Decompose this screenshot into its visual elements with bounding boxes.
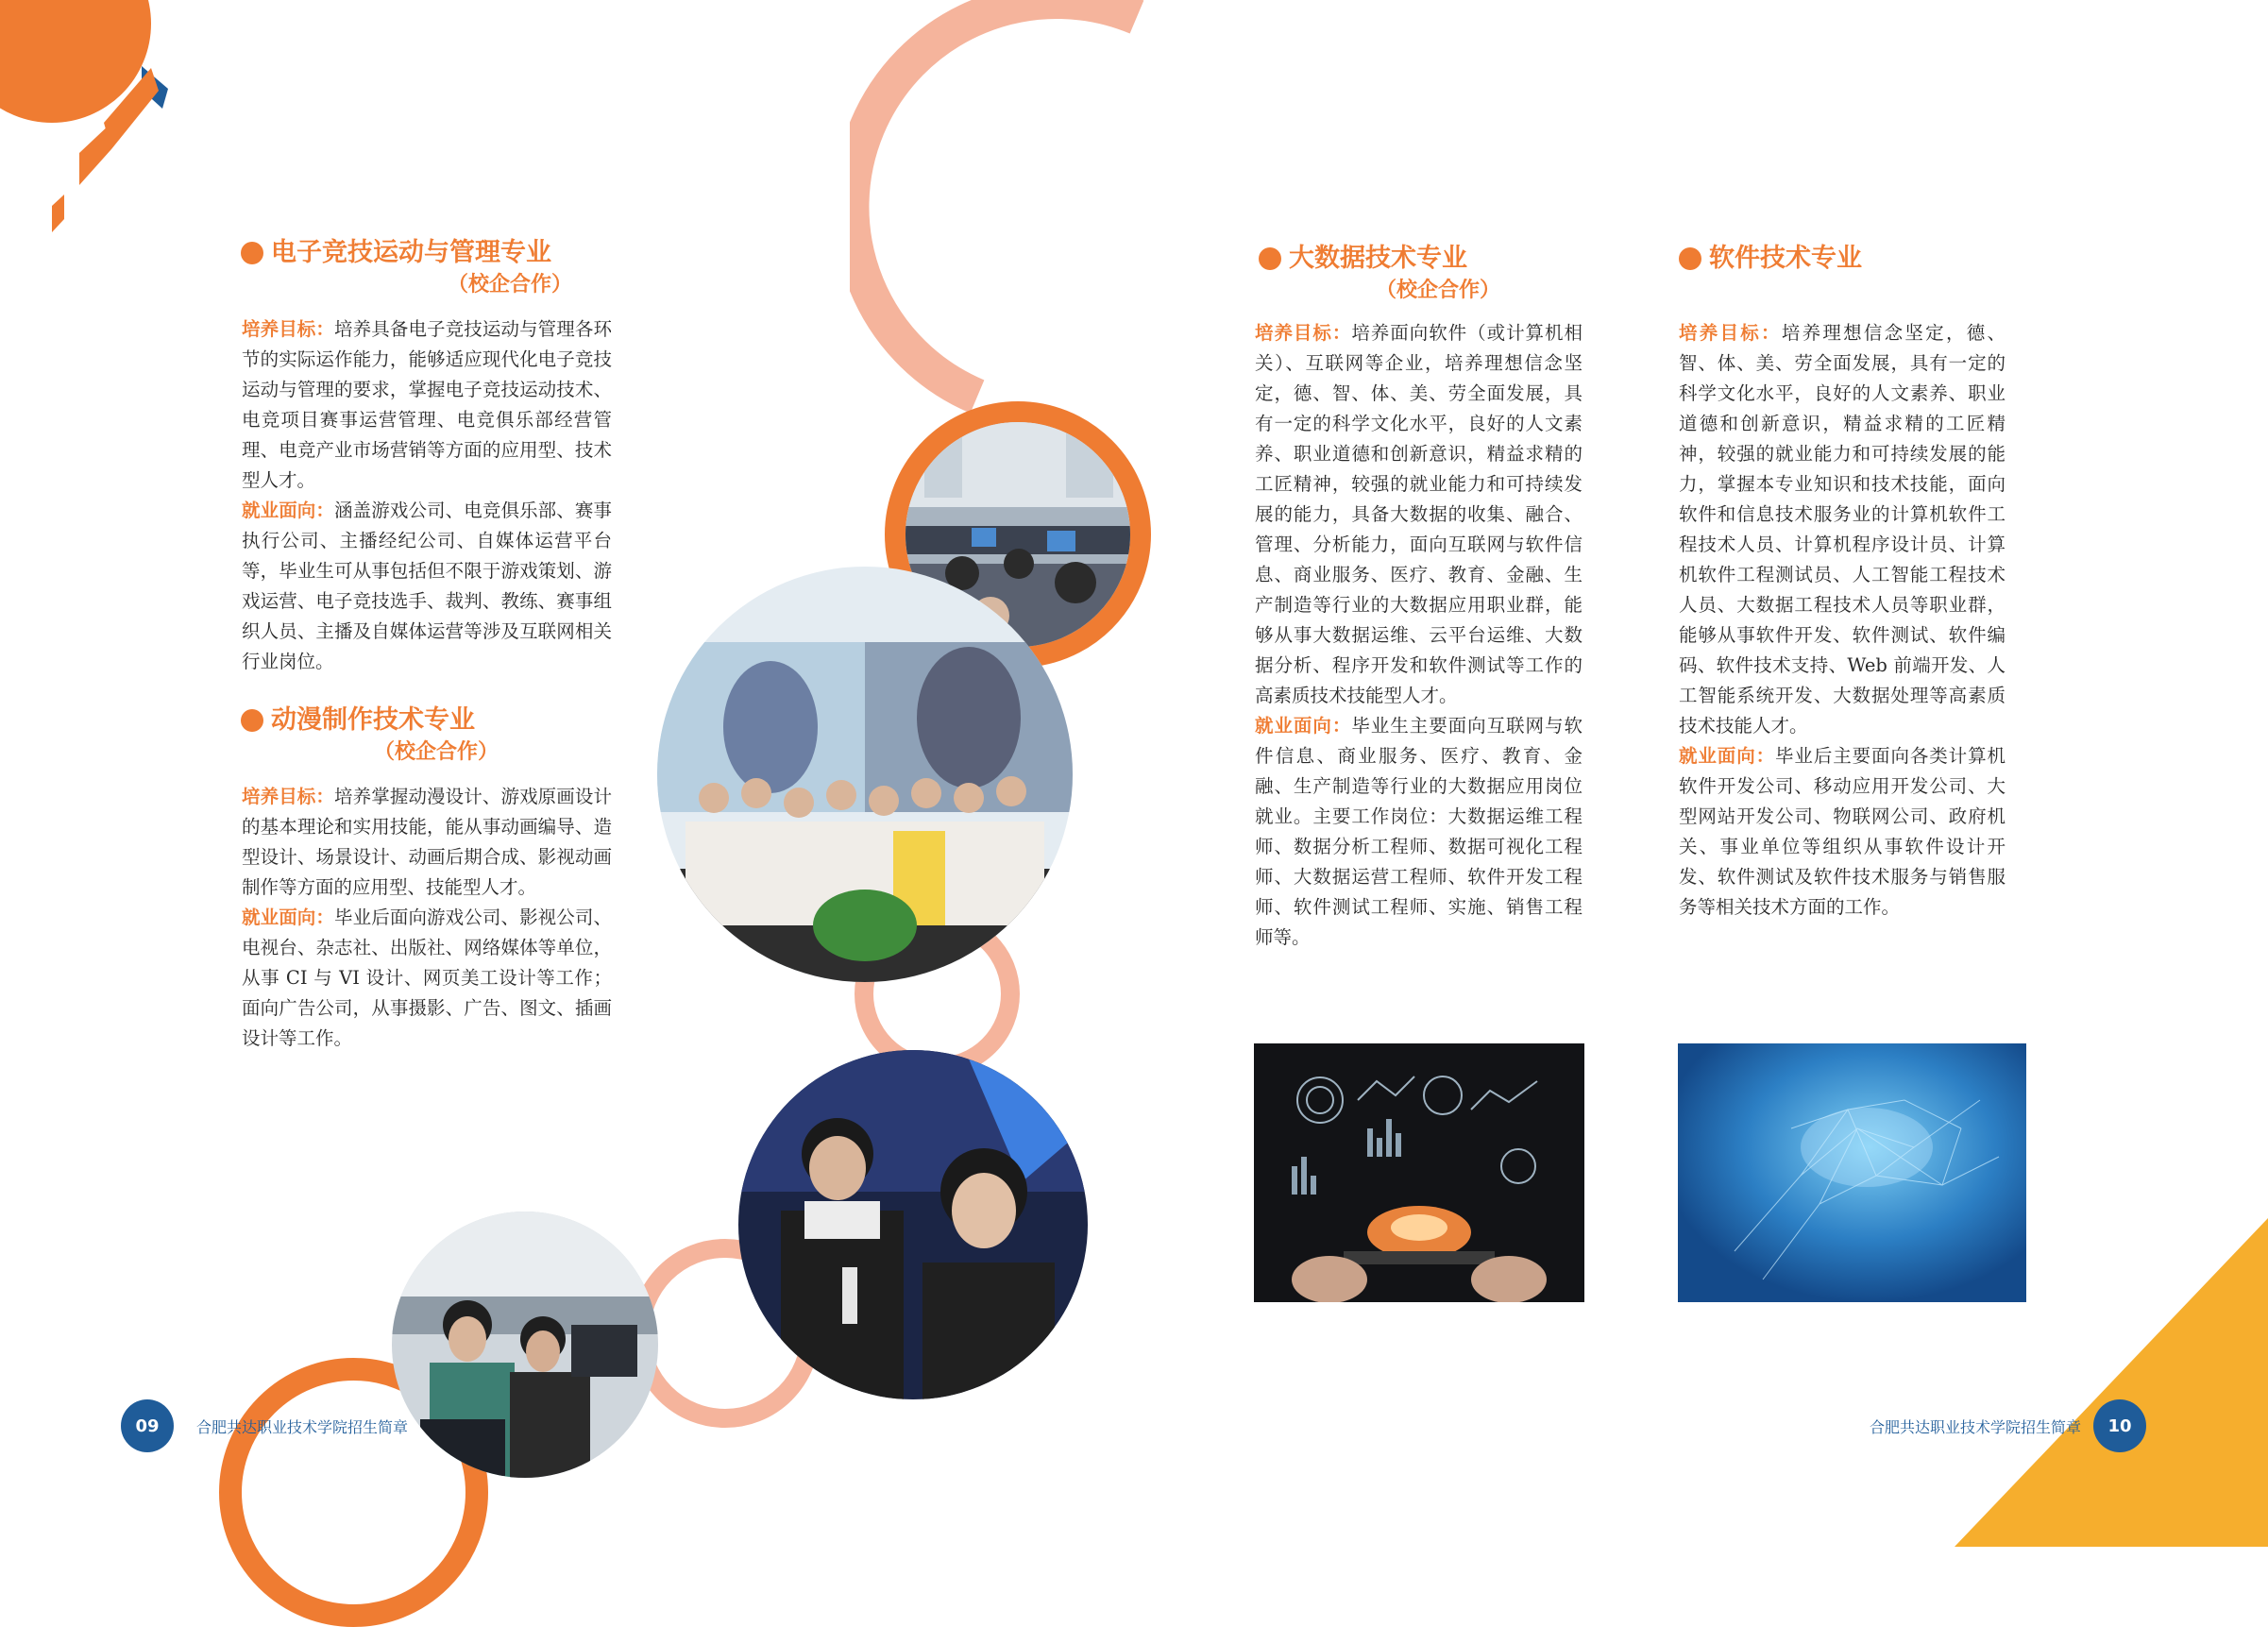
- goal-label: 培养目标：: [1255, 322, 1352, 344]
- goal-label: 培养目标：: [242, 318, 335, 340]
- section-subtitle: （校企合作）: [1376, 279, 1501, 302]
- goal-text: 培养具备电子竞技运动与管理各环节的实际运作能力，能够适应现代化电子竞技运动与管理的要求，掌握电子竞技运动技术、电竞项目赛事运营管理、电竞俱乐部经营管理、电竞产业市场营销等方面的应用型、技术型人才。: [242, 318, 612, 491]
- major-section-software: [1679, 242, 2006, 923]
- section-goal: [242, 782, 612, 903]
- page-number-left: 09: [121, 1399, 174, 1452]
- bullet-dot-icon: [1679, 247, 1701, 270]
- section-goal: [1255, 318, 1583, 711]
- goal-text: 培养掌握动漫设计、游戏原画设计的基本理论和实用技能，能从事动画编导、造型设计、场景设计、动画后期合成、影视动画制作等方面的应用型、技能型人才。: [242, 786, 612, 898]
- section-goal: [242, 314, 612, 496]
- goal-label: 培养目标：: [1679, 322, 1782, 344]
- bullet-dot-icon: [241, 709, 263, 732]
- goal-text: 培养面向软件（或计算机相关）、互联网等企业，培养理想信念坚定，德、智、体、美、劳全面发展，具有一定的科学文化水平，良好的人文素养、职业道德和创新意识，精益求精的工匠精神，较强的就业能力和可持续发展的能力，具备大数据的收集、融合、管理、分析能力，面向互联网与软件信息、商业服务、医疗、教育、金融、生产制造等行业的大数据应用职业群，能够从事大数据运维、云平台运维、大数据分析、程序开发和软件测试等工作的高素质技术技能型人才。: [1255, 322, 1583, 706]
- section-goal: [1679, 318, 2006, 741]
- brochure-footer-left: 合肥共达职业技术学院招生简章: [196, 1418, 409, 1436]
- page-number-right: 10: [2093, 1399, 2146, 1452]
- section-title-text: 大数据技术专业: [1289, 244, 1467, 273]
- data-visualization-photo: [1254, 1043, 1584, 1302]
- section-title-text: 动漫制作技术专业: [271, 705, 475, 735]
- goal-text: 培养理想信念坚定，德、智、体、美、劳全面发展，具有一定的科学文化水平，良好的人文素养、职业道德和创新意识，精益求精的工匠精神，较强的就业能力和可持续发展的能力，掌握本专业知识和技术技能，面向软件和信息技术服务业的计算机软件工程技术人员、计算机程序设计员、计算机软件工程测试员、人工智能工程技术人员、大数据工程技术人员等职业群，能够从事软件开发、软件测试、软件编码、软件技术支持、Web 前端开发、人工智能系统开发、大数据处理等高素质技术技能人才。: [1679, 322, 2006, 737]
- brochure-footer-right: 合肥共达职业技术学院招生简章: [1870, 1418, 2082, 1436]
- section-title: [1679, 242, 2006, 276]
- career-label: 就业面向：: [1679, 745, 1776, 767]
- section-title: [241, 236, 612, 270]
- group-photo: [657, 567, 1073, 982]
- section-career: [1679, 741, 2006, 923]
- section-subtitle: （校企合作）: [374, 740, 499, 764]
- section-title: [241, 703, 612, 737]
- career-text: 毕业后面向游戏公司、影视公司、电视台、杂志社、出版社、网络媒体等单位，从事 CI 与 VI 设计、网页美工设计等工作；面向广告公司，从事摄影、广告、图文、插画设计等工作。: [242, 907, 612, 1049]
- major-section-esports: [242, 236, 612, 677]
- section-title-text: 软件技术专业: [1709, 244, 1862, 273]
- esports-commentators-photo: [738, 1050, 1088, 1399]
- section-career: [242, 903, 612, 1054]
- major-section-animation: [242, 703, 612, 1054]
- section-subtitle: （校企合作）: [448, 273, 573, 297]
- handshake-network-photo: [1678, 1043, 2026, 1302]
- career-label: 就业面向：: [1255, 715, 1352, 737]
- bullet-dot-icon: [241, 242, 263, 264]
- major-section-bigdata: [1255, 242, 1583, 953]
- career-text: 毕业生主要面向互联网与软件信息、商业服务、医疗、教育、金融、生产制造等行业的大数据应用岗位就业。主要工作岗位：大数据运维工程师、数据分析工程师、数据可视化工程师、大数据运营工程师、软件开发工程师、软件测试工程师、实施、销售工程师等。: [1255, 715, 1583, 948]
- career-text: 毕业后主要面向各类计算机软件开发公司、移动应用开发公司、大型网站开发公司、物联网公司、政府机关、事业单位等组织从事软件设计开发、软件测试及软件技术服务与销售服务等相关技术方面的工作。: [1679, 745, 2006, 918]
- section-title-text: 电子竞技运动与管理专业: [271, 238, 551, 267]
- section-career: [242, 496, 612, 677]
- career-text: 涵盖游戏公司、电竞俱乐部、赛事执行公司、主播经纪公司、自媒体运营平台等，毕业生可从事包括但不限于游戏策划、游戏运营、电子竞技选手、裁判、教练、赛事组织人员、主播及自媒体运营等涉及互联网相关行业岗位。: [242, 500, 612, 672]
- section-title: [1259, 242, 1583, 276]
- large-arc-decoration: [850, 0, 1171, 444]
- corner-stripes-decoration: [0, 0, 189, 246]
- students-computers-photo: [392, 1212, 658, 1478]
- goal-label: 培养目标：: [242, 786, 335, 807]
- bullet-dot-icon: [1259, 247, 1281, 270]
- section-career: [1255, 711, 1583, 953]
- career-label: 就业面向：: [242, 500, 335, 521]
- career-label: 就业面向：: [242, 907, 335, 928]
